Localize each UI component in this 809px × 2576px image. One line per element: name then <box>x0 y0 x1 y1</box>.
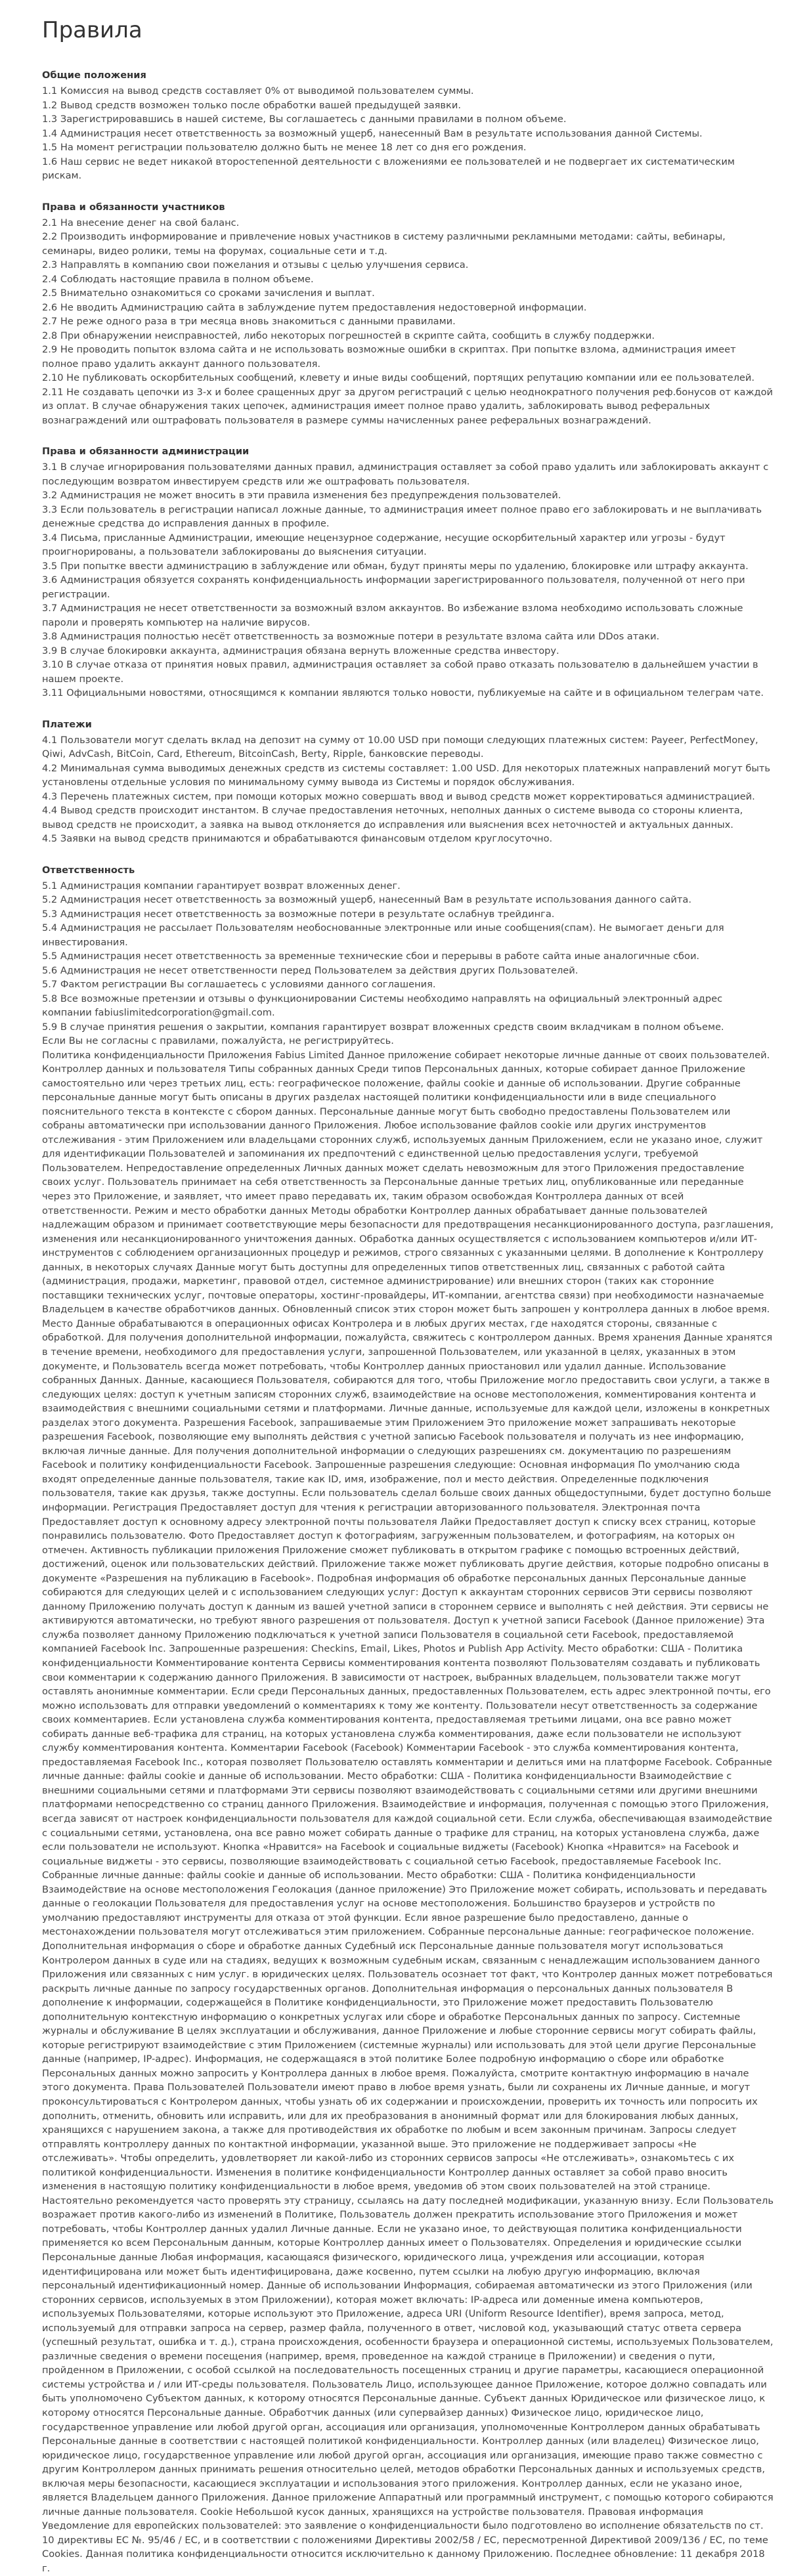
rule-item: 3.6 Администрация обязуется сохранять конфиденциальность информации зарегистрированного пользователя, полученной от него при регистрации. <box>42 574 745 600</box>
rule-item: 2.5 Внимательно ознакомиться со сроками зачисления и выплат. <box>42 288 375 299</box>
page-title: Правила <box>42 17 142 43</box>
section-responsibility <box>42 863 774 1048</box>
rule-item: 1.2 Вывод средств возможен только после обработки вашей предыдущей заявки. <box>42 99 461 111</box>
rule-item: 1.3 Зарегистрировавшись в нашей системе, Вы соглашаетесь с данными правилами в полном объеме. <box>42 114 567 125</box>
rule-item: 3.1 В случае игнорирования пользователями данных правил, администрация оставляет за собой право удалить или заблокировать аккаунт с последующим возвратом инвестируем средств или же оштрафовать пользователя. <box>42 462 769 487</box>
rule-item: 2.6 Не вводить Администрацию сайта в заблуждение путем предоставления недостоверной информации. <box>42 301 587 313</box>
rule-item: 2.3 Направлять в компанию свои пожелания и отзывы с целью улучшения сервиса. <box>42 259 469 270</box>
rule-item: 4.4 Вывод средств происходит инстантом. В случае предоставления неточных, неполных данных о системе вывода со стороны клиента, вывод средств не происходит, а заявка на вывод отклоняется до исправления или выяснения всех неточностей и актуальных данных. <box>42 805 743 830</box>
rule-item: 2.2 Производить информирование и привлечение новых участников в систему различными рекламными методами: сайты, вебинары, семинары, видео ролики, темы на форумах, социальные сети и т.д. <box>42 231 726 257</box>
rule-item: 3.3 Если пользователь в регистрации написал ложные данные, то администрация имеет полное право его заблокировать и не выплачивать денежные средства до исправления данных в профиле. <box>42 504 762 529</box>
rule-item: 5.1 Администрация компании гарантирует возврат вложенных денег. <box>42 880 401 891</box>
rule-item: 3.4 Письма, присланные Администрации, имеющие нецензурное содержание, несущие оскорбительный характер или угрозы - будут проигнорированы, а пользователи заблокированы до выяснения ситуации. <box>42 532 726 557</box>
section-heading: Платежи <box>42 718 92 730</box>
rule-item: 1.1 Комиссия на вывод средств составляет 0% от выводимой пользователем суммы. <box>42 85 474 97</box>
rule-item: 2.1 На внесение денег на свой баланс. <box>42 217 240 228</box>
privacy-policy-text: Политика конфиденциальности Приложения Fabius Limited Данное приложение собирает некоторые личные данные от своих пользователей. Контроллер данных и пользователя Типы собранных данных Среди типов Персональных данных, которые собирает данное Приложение самостоятельно или через третьих лиц, есть: географическое положение, файлы cookie и данные об использовании. Другие собранные персональные данные могут быть описаны в других разделах настоящей политики конфиденциальности или в виде специального пояснительного текста в контексте с сбором данных. Персональные данные могут быть свободно предоставлены Пользователем или собраны автоматически при использовании данного Приложения. Любое использование файлов cookie или других инструментов отслеживания - этим Приложением или владельцами сторонних служб, используемых данным Приложением, если не указано иное, служит для идентификации Пользователей и запоминания их предпочтений с единственной целью предоставления услуги, требуемой Пользователем. Непредоставление определенных Личных данных может сделать невозможным для этого Приложения предоставление своих услуг. Пользователь принимает на себя ответственность за Персональные данные третьих лиц, опубликованные или переданные через это Приложение, и заявляет, что имеет право передавать их, таким образом освобождая Контроллера данных от всей ответственности. Режим и место обработки данных Методы обработки Контроллер данных обрабатывает данные пользователей надлежащим образом и принимает соответствующие меры безопасности для предотвращения несанкционированного доступа, разглашения, изменения или несанкционированного уничтожения данных. Обработка данных осуществляется с использованием компьютеров и/или ИТ-инструментов с соблюдением организационных процедур и режимов, строго связанных с указанными целями. В дополнение к Контроллеру данных, в некоторых случаях Данные могут быть доступны для определенных типов ответственных лиц, связанных с работой сайта (администрация, продажи, маркетинг, правовой отдел, системное администрирование) или внешних сторон (таких как сторонние поставщики технических услуг, почтовые операторы, хостинг-провайдеры, ИТ-компании, агентства связи) при необходимости назначаемые Владельцем в качестве обработчиков данных. Обновленный список этих сторон может быть запрошен у контроллера данных в любое время. Место Данные обрабатываются в операционных офисах Контролера и в любых других местах, где находятся стороны, связанные с обработкой. Для получения дополнительной информации, пожалуйста, свяжитесь с контроллером данных. Время хранения Данные хранятся в течение времени, необходимого для предоставления услуги, запрошенной Пользователем, или указанной в целях, указанных в этом документе, и Пользователь всегда может потребовать, чтобы Контроллер данных приостановил или удалил данные. Использование собранных Данных. Данные, касающиеся Пользователя, собираются для того, чтобы Приложение могло предоставить свои услуги, а также в следующих целях: доступ к учетным записям сторонних служб, взаимодействие на основе местоположения, комментирования контента и взаимодействия с внешними социальными сетями и платформами. Личные данные, используемые для каждой цели, изложены в конкретных разделах этого документа. Разрешения Facebook, запрашиваемые этим Приложением Это приложение может запрашивать некоторые разрешения Facebook, позволяющие ему выполнять действия с учетной записью Facebook пользователя и получать из нее информацию, включая личные данные. Для получения дополнительной информации о следующих разрешениях см. документацию по разрешениям Facebook и политику конфиденциальности Facebook. Запрошенные разрешения следующие: Основная информация По умолчанию сюда входят определенные данные пользователя, такие как ID, имя, изображение, пол и место действия. Определенные подключения пользователя, такие как друзья, также доступны. Если пользователь сделал больше своих данных общедоступными, будет доступно больше информации. Регистрация Предоставляет доступ для чтения к регистрации авторизованного пользователя. Электронная почта Предоставляет доступ к основному адресу электронной почты пользователя Лайки Предоставляет доступ к списку всех страниц, которые понравились пользователю. Фото Предоставляет доступ к фотографиям, загруженным пользователем, и фотографиям, на которых он отмечен. Активность публикации приложения Приложение сможет публиковать в открытом графике с помощью встроенных действий, достижений, оценок или пользовательских действий. Приложение также может публиковать другие действия, которые подробно описаны в документе «Разрешения на публикацию в Facebook». Подробная информация об обработке персональных данных Персональные данные собираются для следующих целей и с использованием следующих услуг: Доступ к аккаунтам сторонних сервисов Эти сервисы позволяют данному Приложению получать доступ к данным из вашей учетной записи в стороннем сервисе и выполнять с ней действия. Эти сервисы не активируются автоматически, но требуют явного разрешения от пользователя. Доступ к учетной записи Facebook (Данное приложение) Эта служба позволяет данному Приложению подключаться к учетной записи Пользователя в социальной сети Facebook, предоставляемой компанией Facebook Inc. Запрошенные разрешения: Checkins, Email, Likes, Photos и Publish App Activity. Место обработки: США - Политика конфиденциальности Комментирование контента Сервисы комментирования контента позволяют Пользователям создавать и публиковать свои комментарии к содержанию данного Приложения. В зависимости от настроек, выбранных владельцем, пользователи также могут оставлять анонимные комментарии. Если среди Персональных данных, предоставленных Пользователем, есть адрес электронной почты, его можно использовать для отправки уведомлений о комментариях к тому же контенту. Пользователи несут ответственность за содержание своих комментариев. Если установлена служба комментирования контента, предоставляемая третьими лицами, она все равно может собирать данные веб-трафика для страниц, на которых установлена служба комментирования, даже если пользователи не используют службу комментирования контента. Комментарии Facebook (Facebook) Комментарии Facebook - это служба комментирования контента, предоставляемая Facebook Inc., которая позволяет Пользователю оставлять комментарии и делиться ими на платформе Facebook. Собранные личные данные: файлы cookie и данные об использовании. Место обработки: США - Политика конфиденциальности Взаимодействие с внешними социальными сетями и платформами Эти сервисы позволяют взаимодействовать с социальными сетями или другими внешними платформами непосредственно со страниц данного Приложения. Взаимодействие и информация, полученная с помощью этого Приложения, всегда зависят от настроек конфиденциальности пользователя для каждой социальной сети. Если служба, обеспечивающая взаимодействие с социальными сетями, установлена, она все равно может собирать данные о трафике для страниц, на которых установлена служба, даже если пользователи не используют. Кнопка «Нравится» на Facebook и социальные виджеты (Facebook) Кнопка «Нравится» на Facebook и социальные виджеты - это сервисы, позволяющие взаимодействовать с социальной сетью Facebook, предоставляемые Facebook Inc. Собранные личные данные: файлы cookie и данные об использовании. Место обработки: США - Политика конфиденциальности Взаимодействие на основе местоположения Геолокация (данное приложение) Это Приложение может собирать, использовать и передавать данные о геолокации Пользователя для предоставления услуг на основе местоположения. Большинство браузеров и устройств по умолчанию предоставляют инструменты для отказа от этой функции. Если явное разрешение было предоставлено, данные о местонахождении пользователя могут отслеживаться этим приложением. Собранные персональные данные: географическое положение. Дополнительная информация о сборе и обработке данных Судебный иск Персональные данные пользователя могут использоваться Контролером данных в суде или на стадиях, ведущих к возможным судебным искам, связанным с ненадлежащим использованием данного Приложения или связанных с ним услуг. в юридических целях. Пользователь осознает тот факт, что Контролер данных может потребоваться раскрыть личные данные по запросу государственных органов. Дополнительная информация о персональных данных пользователя В дополнение к информации, содержащейся в Политике конфиденциальности, это Приложение может предоставить Пользователю дополнительную контекстную информацию о конкретных услугах или сборе и обработке Персональных данных по запросу. Системные журналы и обслуживание В целях эксплуатации и обслуживания, данное Приложение и любые сторонние сервисы могут собирать файлы, которые регистрируют взаимодействие с этим Приложением (системные журналы) или использовать для этой цели другие Персональные данные (например, IP-адрес). Информация, не содержащаяся в этой политике Более подробную информацию о сборе или обработке Персональных данных можно запросить у Контроллера данных в любое время. Пожалуйста, смотрите контактную информацию в начале этого документа. Права Пользователей Пользователи имеют право в любое время узнать, были ли сохранены их Личные данные, и могут проконсультироваться с Контролером данных, чтобы узнать об их содержании и происхождении, проверить их точность или попросить их дополнить, отменить, обновить или исправить, или для их преобразования в анонимный формат или для блокирования любых данных, хранящихся с нарушением закона, а также для противодействия их обработке по любым и всем законным причинам. Запросы следует отправлять контроллеру данных по контактной информации, указанной выше. Это приложение не поддерживает запросы «Не отслеживать». Чтобы определить, удовлетворяет ли какой-либо из сторонних сервисов запросы «Не отслеживать», ознакомьтесь с их политикой конфиденциальности. Изменения в политике конфиденциальности Контроллер данных оставляет за собой право вносить изменения в настоящую политику конфиденциальности в любое время, уведомив об этом своих пользователей на этой странице. Настоятельно рекомендуется часто проверять эту страницу, ссылаясь на дату последней модификации, указанную внизу. Если Пользователь возражает против какого-либо из изменений в Политике, Пользователь должен прекратить использование этого Приложения и может потребовать, чтобы Контроллер данных удалил Личные данные. Если не указано иное, то действующая политика конфиденциальности применяется ко всем Персональным данным, которые Контроллер данных имеет о Пользователях. Определения и юридические ссылки Персональные данные Любая информация, касающаяся физического, юридического лица, учреждения или ассоциации, которая идентифицирована или может быть идентифицирована, даже косвенно, путем ссылки на любую другую информацию, включая персональный идентификационный номер. Данные об использовании Информация, собираемая автоматически из этого Приложения (или сторонних сервисов, используемых в этом Приложении), которая может включать: IP-адреса или доменные имена компьютеров, используемых Пользователями, которые используют это Приложение, адреса URI (Uniform Resource Identifier), время запроса, метод, используемый для отправки запроса на сервер, размер файла, полученного в ответ, числовой код, указывающий статус ответа сервера (успешный результат, ошибка и т. д.), страна происхождения, особенности браузера и операционной системы, используемых Пользователем, различные сведения о времени посещения (например, время, проведенное на каждой странице в Приложении) и сведения о пути, пройденном в Приложении, с особой ссылкой на последовательность посещенных страниц и другие параметры, касающиеся операционной системы устройства и / или ИТ-среды пользователя. Пользователь Лицо, использующее данное Приложение, которое должно совпадать или быть уполномочено Субъектом данных, к которому относятся Персональные данные. Субъект данных Юридическое или физическое лицо, к которому относятся Персональные данные. Обработчик данных (или супервайзер данных) Физическое лицо, юридическое лицо, государственное управление или любой другой орган, ассоциация или организация, уполномоченные Контроллером данных обрабатывать Персональные данные в соответствии с настоящей политикой конфиденциальности. Контроллер данных (или владелец) Физическое лицо, юридическое лицо, государственное управление или любой другой орган, ассоциация или организация, имеющие право также совместно с другим Контроллером данных принимать решения относительно целей, методов обработки Персональных данных и используемых средств, включая меры безопасности, касающиеся эксплуатации и использования этого приложения. Контроллер данных, если не указано иное, является Владельцем данного Приложения. Данное приложение Аппаратный или программный инструмент, с помощью которого собираются личные данные пользователя. Cookie Небольшой кусок данных, хранящихся на устройстве пользователя. Правовая информация Уведомление для европейских пользователей: это заявление о конфиденциальности было подготовлено во исполнение обязательств по ст. 10 директивы ЕС №. 95/46 / ЕС, и в соответствии с положениями Директивы 2002/58 / ЕС, пересмотренной Директивой 2009/136 / ЕС, по теме Cookies. Данная политика конфиденциальности относится исключительно к данному Приложению. Последнее обновление: 11 декабря 2018 г. <box>42 1049 774 2575</box>
section-heading: Общие положения <box>42 70 146 81</box>
rule-item: 2.7 Не реже одного раза в три месяца вновь знакомиться с данными правилами. <box>42 316 456 327</box>
section-administration <box>42 444 774 700</box>
rule-item: 3.8 Администрация полностью несёт ответственность за возможные потери в результате взлома сайта или DDos атаки. <box>42 631 660 642</box>
rule-item: 5.5 Администрация несет ответственность за временные технические сбои и перерывы в работе сайта иные аналогичные сбои. <box>42 951 700 962</box>
rule-item: 5.2 Администрация несет ответственность за возможный ущерб, нанесенный Вам в результате использования данного сайта. <box>42 894 691 905</box>
section-heading: Права и обязанности участников <box>42 201 225 213</box>
rule-item: 5.7 Фактом регистрации Вы соглашаетесь с условиями данного соглашения. <box>42 979 436 990</box>
rule-item: 4.5 Заявки на вывод средств принимаются и обрабатываются финансовым отделом круглосуточно. <box>42 833 553 844</box>
rule-item: 2.8 При обнаружении неисправностей, либо некоторых погрешностей в скрипте сайта, сообщить в службу поддержки. <box>42 330 655 341</box>
rule-item: 5.4 Администрация не рассылает Пользователям необоснованные электронные или иные сообщения(спам). Не вымогает деньги для инвестирования. <box>42 922 724 948</box>
rule-item: 5.8 Все возможные претензии и отзывы о функционировании Системы необходимо направлять на официальный электронный адрес компании fabiuslimitedcorporation@gmail.com. <box>42 993 723 1018</box>
section-payments <box>42 718 774 846</box>
rule-item: 1.4 Администрация несет ответственность за возможный ущерб, нанесенный Вам в результате использования данной Системы. <box>42 127 703 139</box>
rule-item: 2.9 Не проводить попыток взлома сайта и не использовать возможные ошибки в скриптах. При попытке взлома, администрация имеет полное право удалить аккаунт данного пользователя. <box>42 344 736 370</box>
rule-item: 3.5 При попытке ввести администрацию в заблуждение или обман, будут приняты меры по удалению, блокировке или штрафу аккаунта. <box>42 560 749 572</box>
rule-item: 3.7 Администрация не несет ответственности за возможный взлом аккаунтов. Во избежание взлома необходимо использовать сложные пароли и проверять компьютер на наличие вирусов. <box>42 603 743 628</box>
rule-item: 2.10 Не публиковать оскорбительных сообщений, клевету и иные виды сообщений, портящих репутацию компании или ее пользователей. <box>42 372 755 383</box>
section-heading: Права и обязанности администрации <box>42 446 250 457</box>
rule-item: 3.11 Официальными новостями, относящимся к компании являются только новости, публикуемые на сайте и в официальном телеграм чате. <box>42 687 764 698</box>
rule-item: 5.9 В случае принятия решения о закрытии, компания гарантирует возврат вложенных средств своим вкладчикам в полном объеме. <box>42 1021 724 1033</box>
rule-item: 1.5 На момент регистрации пользователю должно быть не менее 18 лет со дня его рождения. <box>42 142 527 153</box>
rule-item: 4.1 Пользователи могут сделать вклад на депозит на сумму от 10.00 USD при помощи следующих платежных систем: Payeer, PerfectMoney, Qiwi, AdvCash, BitCoin, Card, Ethereum, BitcoinCash, Berty, Ripple, банковские переводы. <box>42 734 758 760</box>
rule-item: 2.4 Соблюдать настоящие правила в полном объеме. <box>42 273 314 285</box>
section-heading: Ответственность <box>42 864 135 876</box>
section-general <box>42 68 774 183</box>
rule-item: 2.11 Не создавать цепочки из 3-х и более сращенных друг за другом регистраций с целью неоднократного получения реф.бонусов от каждой из оплат. В случае обнаружения таких цепочек, администрация имеет полное право удалить, заблокировать вывод реферальных вознаграждений или оштрафовать пользователя в размере суммы начисленных ранее реферальных вознаграждений. <box>42 386 774 426</box>
rule-item: 1.6 Наш сервис не ведет никакой второстепенной деятельности с вложениями ее пользователей и не подвергает их систематическим рискам. <box>42 156 735 181</box>
rule-item: 5.3 Администрация несет ответственность за возможные потери в результате ослабнув трейдинга. <box>42 908 555 920</box>
rule-item: 4.3 Перечень платежных систем, при помощи которых можно совершать ввод и вывод средств может корректироваться администрацией. <box>42 790 755 802</box>
rule-item: 3.2 Администрация не может вносить в эти правила изменения без предупреждения пользователей. <box>42 490 561 501</box>
rule-item: Если Вы не согласны с правилами, пожалуйста, не регистрируйтесь. <box>42 1035 394 1046</box>
rule-item: 4.2 Минимальная сумма выводимых денежных средств из системы составляет: 1.00 USD. Для некоторых платежных направлений могут быть установлены отдельные условия по минимальному сумму вывода из Системы и порядок обслуживания. <box>42 762 771 788</box>
rule-item: 3.9 В случае блокировки аккаунта, администрация обязана вернуть вложенные средства инвестору. <box>42 645 559 656</box>
section-participants <box>42 200 774 428</box>
rule-item: 5.6 Администрация не несет ответственности перед Пользователем за действия других Пользователей. <box>42 964 579 976</box>
rule-item: 3.10 В случае отказа от принятия новых правил, администрация оставляет за собой право отказать пользователю в дальнейшем участии в нашем проекте. <box>42 659 758 685</box>
